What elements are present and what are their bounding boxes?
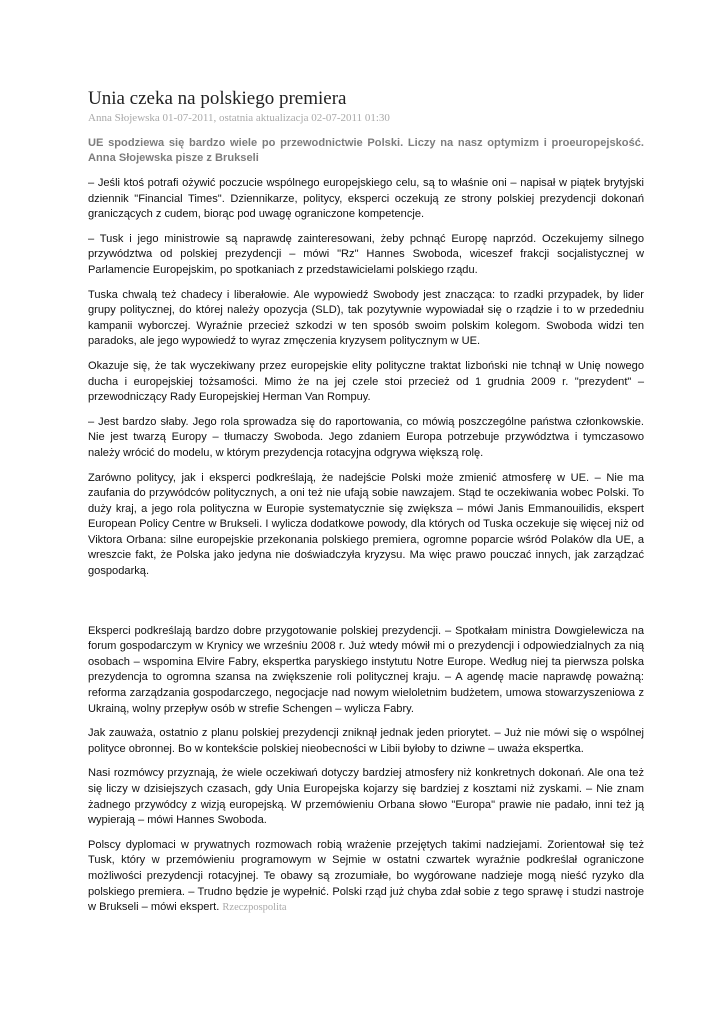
paragraph: Nasi rozmówcy przyznają, że wiele oczekiwań dotyczy bardziej atmosfery niż konkretnych dokonań. Ale ona też się liczy w dzisiejszych czasach, gdy Unia Europejska kojarzy się bardziej z kosztami niż zyskami. – Nie znam żadnego przywódcy z wizją europejską. W przemówieniu Orbana słowo "Europa" prawie nie padało, inni też ją wypierają – mówi Hannes Swoboda.	[88, 767, 644, 827]
article-body	[88, 176, 644, 916]
article-source: Rzeczpospolita	[222, 902, 287, 914]
paragraph: – Jest bardzo słaby. Jego rola sprowadza się do raportowania, co mówią poszczególne państwa członkowskie. Nie jest twarzą Europy – tłumaczy Swoboda. Jego zdaniem Europa potrzebuje przywództwa i tymczasowo należy wrócić do modelu, w którym prezydencja rotacyjna odgrywa większą rolę.	[88, 415, 644, 459]
paragraph: Jak zauważa, ostatnio z planu polskiej prezydencji zniknął jednak jeden priorytet. – Już nie mówi się o wspólnej polityce obronnej. Bo w kontekście polskiej nieobecności w Libii byłoby to dziwne – uważa ekspertka.	[88, 727, 644, 755]
paragraph: Eksperci podkreślają bardzo dobre przygotowanie polskiej prezydencji. – Spotkałam ministra Dowgielewicza na forum gospodarczym w Krynicy we wrześniu 2008 r. Już wtedy mówił mi o prezydencji i odpowiedzialnych za nią osobach – wspomina Elvire Fabry, ekspertka paryskiego instytutu Notre Europe. Według niej ta pierwsza polska prezydencja to ogromna szansa na zwiększenie roli politycznej kraju. – A agendę macie naprawdę poważną: reforma zarządzania gospodarczego, negocjacje nad nowym wieloletnim budżetem, umowa stowarzyszeniowa z Ukrainą, wolny przepływ osób w strefie Schengen – wylicza Fabry.	[88, 624, 644, 715]
article-title: Unia czeka na polskiego premiera	[88, 88, 347, 109]
paragraph-last	[88, 838, 644, 916]
paragraph: – Tusk i jego ministrowie są naprawdę zainteresowani, żeby pchnąć Europę naprzód. Oczekujemy silnego przywództwa od polskiej prezydencji – mówi "Rz" Hannes Swoboda, wiceszef frakcji socjalistycznej w Parlamencie Europejskim, po spotkaniach z przedstawicielami polskiego rządu.	[88, 232, 644, 276]
section-gap	[88, 589, 644, 624]
article-byline: Anna Słojewska 01-07-2011, ostatnia aktualizacja 02-07-2011 01:30	[88, 112, 390, 124]
paragraph: Okazuje się, że tak wyczekiwany przez europejskie elity polityczne traktat lizboński nie tchnął w Unię nowego ducha i europejskiej tożsamości. Mimo że na jej czele stoi przecież od 1 grudnia 2009 r. "prezydent" – przewodniczący Rady Europejskiej Herman Van Rompuy.	[88, 359, 644, 404]
article	[88, 88, 644, 925]
paragraph-text: Polscy dyplomaci w prywatnych rozmowach robią wrażenie przejętych takimi nadziejami. Zorientował się też Tusk, który w przemówieniu programowym w Sejmie w ostatni czwartek wyraźnie podkreślał ograniczone możliwości prezydencji rotacyjnej. Te obawy są zrozumiałe, bo wygórowane nadzieje mogą nieść ryzyko dla polskiego premiera. – Trudno będzie je wypełnić. Polski rząd już chyba zdał sobie z tego sprawę i studzi nastroje w Brukseli – mówi ekspert.	[88, 838, 644, 914]
paragraph: Tuska chwalą też chadecy i liberałowie. Ale wypowiedź Swobody jest znacząca: to rzadki przypadek, by lider grupy politycznej, do której należy opozycja (SLD), tak pozytywnie wypowiadał się o rządzie i to w przededniu kampanii wyborczej. Wyraźnie przecież szkodzi w ten sposób swoim polskim kolegom. Swoboda widzi ten paradoks, ale jego wypowiedź to wyraz zmęczenia kryzysem politycznym w UE.	[88, 288, 644, 348]
paragraph: – Jeśli ktoś potrafi ożywić poczucie wspólnego europejskiego celu, są to właśnie oni – napisał w piątek brytyjski dziennik "Financial Times". Dziennikarze, politycy, eksperci oczekują ze strony polskiej prezydencji dokonań graniczących z cudem, biorąc pod uwagę ograniczone kompetencje.	[88, 177, 644, 221]
article-lead: UE spodziewa się bardzo wiele po przewodnictwie Polski. Liczy na nasz optymizm i proeuropejskość. Anna Słojewska pisze z Brukseli	[88, 137, 644, 164]
paragraph: Zarówno politycy, jak i eksperci podkreślają, że nadejście Polski może zmienić atmosferę w UE. – Nie ma zaufania do przywódców politycznych, a oni też nie ufają sobie nawzajem. Stąd te oczekiwania wobec Polski. To duży kraj, a jego rola polityczna w Europie systematycznie się zwiększa – mówi Janis Emmanouilidis, ekspert European Policy Centre w Brukseli. I wylicza dodatkowe powody, dla których od Tuska oczekuje się więcej niż od Viktora Orbana: silne europejskie przekonania polskiego premiera, ogromne poparcie wśród Polaków dla UE, a wreszcie fakt, że Polska jako jedyna nie doświadczyła kryzysu. Ma więc prawo pouczać innych, jak zarządzać gospodarką.	[88, 471, 644, 578]
